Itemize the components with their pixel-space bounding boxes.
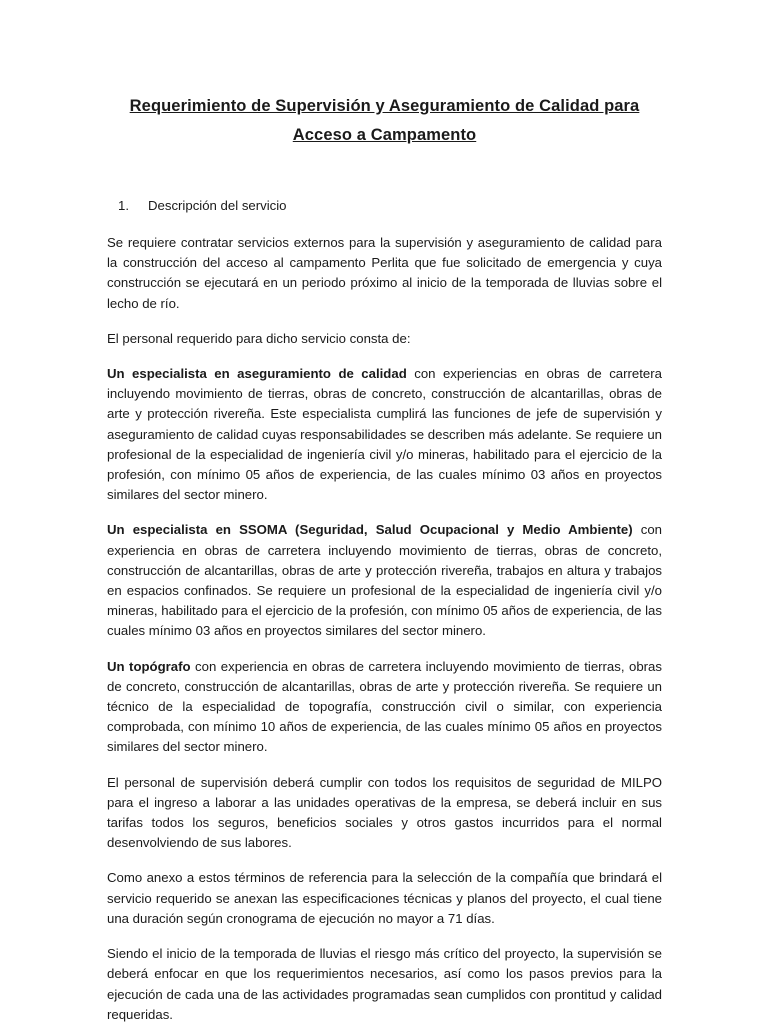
intro-paragraph: Se requiere contratar servicios externos para la supervisión y aseguramiento de calidad para la construcción del acceso al campamento Perlita que fue solicitado de emergencia y cuya construcción se ejecutará en un periodo próximo al inicio de la temporada de lluvias sobre el lecho de río. [107,235,662,311]
section-title: Descripción del servicio [148,198,287,213]
topographer-paragraph [107,657,662,758]
section-heading [107,196,662,216]
ssoma-specialist-text: con experiencia en obras de carretera incluyendo movimiento de tierras, obras de concreto, construcción de alcantarillas, obras de arte y protección rivereña, trabajos en altura y trabajos en espacios confinados. Se requiere un profesional de la especialidad de ingeniería civil y/o mineras, habilitado para el ejercicio de la profesión, con mínimo 05 años de experiencia, de las cuales mínimo 03 años en proyectos similares del sector minero. [107,522,662,639]
personnel-lead-paragraph: El personal requerido para dicho servicio consta de: [107,330,411,346]
closing-paragraph: Siendo el inicio de la temporada de lluvias el riesgo más crítico del proyecto, la supervisión se deberá enfocar en que los requerimientos necesarios, así como los pasos previos para la ejecución de cada una de las actividades programadas sean cumplidos con prontitud y calidad requeridas. [107,946,662,1022]
annex-paragraph: Como anexo a estos términos de referencia para la selección de la compañía que brindará el servicio requerido se anexan las especificaciones técnicas y planos del proyecto, el cual tiene una duración según cronograma de ejecución no mayor a 71 días. [107,870,662,926]
section-number: 1. [118,198,129,213]
ssoma-specialist-label: Un especialista en SSOMA (Seguridad, Salud Ocupacional y Medio Ambiente) [107,522,633,538]
topographer-text: con experiencia en obras de carretera incluyendo movimiento de tierras, obras de concreto, construcción de alcantarillas, obras de arte y protección rivereña. Se requiere un técnico de la especialidad de topografía, construcción civil o similar, con experiencia comprobada, con mínimo 10 años de experiencia, de las cuales mínimo 05 años en proyectos similares del sector minero. [107,658,662,755]
safety-paragraph: El personal de supervisión deberá cumplir con todos los requisitos de seguridad de MILPO para el ingreso a laborar a las unidades operativas de la empresa, se deberá incluir en sus tarifas todos los seguros, beneficios sociales y otros gastos incurridos para el normal desenvolviendo de sus labores. [107,774,662,851]
topographer-label: Un topógrafo [107,658,191,674]
qa-specialist-paragraph [107,364,662,505]
qa-specialist-text: con experiencias en obras de carretera incluyendo movimiento de tierras, obras de concreto, construcción de alcantarillas, obras de arte y protección rivereña. Este especialista cumplirá las funciones de jefe de supervisión y aseguramiento de calidad cuyas responsabilidades se describen más adelante. Se requiere un profesional de la especialidad de ingeniería civil y/o mineras, habilitado para el ejercicio de la profesión, con mínimo 05 años de experiencia, de las cuales mínimo 03 años en proyectos similares del sector minero. [107,366,662,503]
ssoma-specialist-paragraph [107,520,662,641]
document-title: Requerimiento de Supervisión y Aseguramiento de Calidad para Acceso a Campamento [129,97,640,144]
qa-specialist-label: Un especialista en aseguramiento de calidad [107,366,407,382]
